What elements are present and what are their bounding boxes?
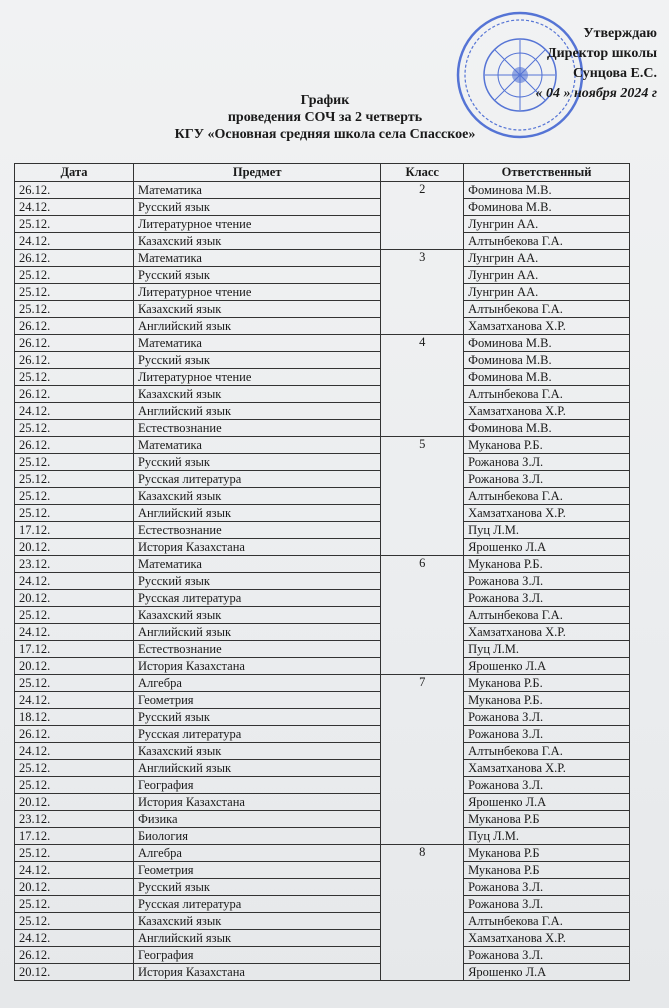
cell-responsible: Муканова Р.Б bbox=[464, 862, 630, 879]
table-row bbox=[15, 250, 630, 267]
cell-date: 24.12. bbox=[15, 930, 134, 947]
cell-date: 23.12. bbox=[15, 556, 134, 573]
cell-responsible: Ярошенко Л.А bbox=[464, 794, 630, 811]
cell-subject: Геометрия bbox=[133, 862, 380, 879]
cell-date: 24.12. bbox=[15, 862, 134, 879]
cell-date: 17.12. bbox=[15, 522, 134, 539]
cell-subject: Русская литература bbox=[133, 471, 380, 488]
approval-signatory: Сунцова Е.С. bbox=[572, 66, 657, 81]
cell-subject: Физика bbox=[133, 811, 380, 828]
table-row bbox=[15, 420, 630, 437]
cell-responsible: Муканова Р.Б. bbox=[464, 556, 630, 573]
cell-date: 20.12. bbox=[15, 964, 134, 981]
cell-responsible: Алтынбекова Г.А. bbox=[464, 386, 630, 403]
table-body bbox=[15, 182, 630, 981]
cell-class: 8 bbox=[381, 845, 464, 981]
cell-subject: Английский язык bbox=[133, 403, 380, 420]
table-row bbox=[15, 403, 630, 420]
cell-responsible: Пуц Л.М. bbox=[464, 828, 630, 845]
document-title bbox=[100, 92, 550, 143]
cell-subject: Русский язык bbox=[133, 573, 380, 590]
table-row bbox=[15, 777, 630, 794]
table-row bbox=[15, 386, 630, 403]
cell-responsible: Хамзатханова Х.Р. bbox=[464, 624, 630, 641]
table-row bbox=[15, 709, 630, 726]
cell-subject: Литературное чтение bbox=[133, 284, 380, 301]
cell-subject: Казахский язык bbox=[133, 233, 380, 250]
cell-subject: История Казахстана bbox=[133, 964, 380, 981]
table-row bbox=[15, 896, 630, 913]
cell-date: 26.12. bbox=[15, 250, 134, 267]
cell-subject: Русский язык bbox=[133, 267, 380, 284]
table-row bbox=[15, 590, 630, 607]
cell-subject: Математика bbox=[133, 182, 380, 199]
cell-subject: Математика bbox=[133, 556, 380, 573]
table-row bbox=[15, 947, 630, 964]
cell-subject: Русская литература bbox=[133, 590, 380, 607]
table-row bbox=[15, 233, 630, 250]
table-row bbox=[15, 369, 630, 386]
cell-responsible: Пуц Л.М. bbox=[464, 641, 630, 658]
cell-subject: История Казахстана bbox=[133, 539, 380, 556]
cell-date: 20.12. bbox=[15, 879, 134, 896]
table-row bbox=[15, 505, 630, 522]
cell-date: 20.12. bbox=[15, 794, 134, 811]
table-row bbox=[15, 199, 630, 216]
cell-responsible: Рожанова З.Л. bbox=[464, 709, 630, 726]
cell-date: 25.12. bbox=[15, 777, 134, 794]
cell-class: 2 bbox=[381, 182, 464, 250]
cell-responsible: Хамзатханова Х.Р. bbox=[464, 930, 630, 947]
cell-subject: Русский язык bbox=[133, 199, 380, 216]
cell-date: 20.12. bbox=[15, 658, 134, 675]
schedule-table bbox=[14, 163, 630, 981]
table-row bbox=[15, 845, 630, 862]
table-row bbox=[15, 692, 630, 709]
table-row bbox=[15, 437, 630, 454]
cell-subject: Английский язык bbox=[133, 318, 380, 335]
cell-date: 25.12. bbox=[15, 505, 134, 522]
table-row bbox=[15, 743, 630, 760]
cell-responsible: Ярошенко Л.А bbox=[464, 658, 630, 675]
cell-subject: Алгебра bbox=[133, 845, 380, 862]
table-row bbox=[15, 879, 630, 896]
cell-responsible: Лунгрин АА. bbox=[464, 267, 630, 284]
header-subject: Предмет bbox=[133, 164, 380, 182]
cell-subject: Русский язык bbox=[133, 879, 380, 896]
cell-responsible: Хамзатханова Х.Р. bbox=[464, 760, 630, 777]
cell-subject: Русская литература bbox=[133, 726, 380, 743]
cell-responsible: Рожанова З.Л. bbox=[464, 947, 630, 964]
cell-subject: Русская литература bbox=[133, 896, 380, 913]
cell-date: 26.12. bbox=[15, 437, 134, 454]
cell-responsible: Алтынбекова Г.А. bbox=[464, 301, 630, 318]
table-row bbox=[15, 284, 630, 301]
cell-subject: История Казахстана bbox=[133, 658, 380, 675]
table-row bbox=[15, 318, 630, 335]
table-row bbox=[15, 352, 630, 369]
cell-responsible: Рожанова З.Л. bbox=[464, 896, 630, 913]
table-row bbox=[15, 658, 630, 675]
cell-responsible: Муканова Р.Б. bbox=[464, 675, 630, 692]
header-responsible: Ответственный bbox=[464, 164, 630, 182]
cell-date: 24.12. bbox=[15, 199, 134, 216]
approval-block bbox=[536, 24, 657, 104]
table-row bbox=[15, 964, 630, 981]
cell-date: 25.12. bbox=[15, 845, 134, 862]
cell-class: 5 bbox=[381, 437, 464, 556]
table-row bbox=[15, 624, 630, 641]
cell-subject: Казахский язык bbox=[133, 488, 380, 505]
cell-date: 20.12. bbox=[15, 590, 134, 607]
table-row bbox=[15, 216, 630, 233]
table-row bbox=[15, 182, 630, 199]
cell-subject: Естествознание bbox=[133, 522, 380, 539]
cell-responsible: Алтынбекова Г.А. bbox=[464, 607, 630, 624]
cell-date: 25.12. bbox=[15, 488, 134, 505]
cell-responsible: Алтынбекова Г.А. bbox=[464, 913, 630, 930]
cell-responsible: Лунгрин АА. bbox=[464, 216, 630, 233]
cell-date: 23.12. bbox=[15, 811, 134, 828]
cell-responsible: Муканова Р.Б. bbox=[464, 692, 630, 709]
cell-subject: Английский язык bbox=[133, 930, 380, 947]
cell-date: 26.12. bbox=[15, 947, 134, 964]
cell-date: 26.12. bbox=[15, 182, 134, 199]
approval-position: Директор школы bbox=[546, 46, 657, 61]
cell-date: 26.12. bbox=[15, 318, 134, 335]
table-row bbox=[15, 811, 630, 828]
cell-subject: География bbox=[133, 947, 380, 964]
cell-subject: Геометрия bbox=[133, 692, 380, 709]
cell-subject: Естествознание bbox=[133, 420, 380, 437]
cell-subject: Литературное чтение bbox=[133, 216, 380, 233]
cell-responsible: Пуц Л.М. bbox=[464, 522, 630, 539]
cell-class: 6 bbox=[381, 556, 464, 675]
title-subtitle: проведения СОЧ за 2 четверть bbox=[227, 110, 423, 125]
cell-subject: Биология bbox=[133, 828, 380, 845]
cell-responsible: Рожанова З.Л. bbox=[464, 777, 630, 794]
cell-date: 25.12. bbox=[15, 284, 134, 301]
cell-responsible: Рожанова З.Л. bbox=[464, 573, 630, 590]
table-row bbox=[15, 556, 630, 573]
table-header-row bbox=[15, 164, 630, 182]
cell-date: 25.12. bbox=[15, 301, 134, 318]
cell-subject: Английский язык bbox=[133, 760, 380, 777]
cell-date: 25.12. bbox=[15, 216, 134, 233]
cell-date: 25.12. bbox=[15, 607, 134, 624]
cell-responsible: Алтынбекова Г.А. bbox=[464, 488, 630, 505]
cell-date: 24.12. bbox=[15, 624, 134, 641]
cell-responsible: Муканова Р.Б. bbox=[464, 437, 630, 454]
cell-responsible: Ярошенко Л.А bbox=[464, 539, 630, 556]
cell-subject: Казахский язык bbox=[133, 301, 380, 318]
cell-subject: Русский язык bbox=[133, 454, 380, 471]
cell-date: 26.12. bbox=[15, 352, 134, 369]
cell-subject: Русский язык bbox=[133, 352, 380, 369]
table-row bbox=[15, 522, 630, 539]
cell-responsible: Фоминова М.В. bbox=[464, 199, 630, 216]
cell-subject: Казахский язык bbox=[133, 743, 380, 760]
cell-responsible: Хамзатханова Х.Р. bbox=[464, 318, 630, 335]
cell-subject: Естествознание bbox=[133, 641, 380, 658]
table-row bbox=[15, 301, 630, 318]
cell-date: 25.12. bbox=[15, 267, 134, 284]
cell-date: 20.12. bbox=[15, 539, 134, 556]
cell-date: 25.12. bbox=[15, 471, 134, 488]
cell-responsible: Хамзатханова Х.Р. bbox=[464, 403, 630, 420]
cell-responsible: Алтынбекова Г.А. bbox=[464, 743, 630, 760]
cell-subject: Русский язык bbox=[133, 709, 380, 726]
cell-responsible: Фоминова М.В. bbox=[464, 369, 630, 386]
table-row bbox=[15, 675, 630, 692]
cell-subject: Казахский язык bbox=[133, 386, 380, 403]
table-row bbox=[15, 726, 630, 743]
cell-date: 24.12. bbox=[15, 403, 134, 420]
cell-subject: Казахский язык bbox=[133, 913, 380, 930]
cell-date: 24.12. bbox=[15, 692, 134, 709]
cell-date: 25.12. bbox=[15, 675, 134, 692]
cell-subject: Английский язык bbox=[133, 624, 380, 641]
cell-responsible: Рожанова З.Л. bbox=[464, 590, 630, 607]
cell-date: 26.12. bbox=[15, 335, 134, 352]
cell-date: 25.12. bbox=[15, 896, 134, 913]
cell-date: 24.12. bbox=[15, 573, 134, 590]
cell-date: 25.12. bbox=[15, 760, 134, 777]
cell-responsible: Муканова Р.Б bbox=[464, 811, 630, 828]
cell-subject: Английский язык bbox=[133, 505, 380, 522]
cell-responsible: Хамзатханова Х.Р. bbox=[464, 505, 630, 522]
cell-subject: Казахский язык bbox=[133, 607, 380, 624]
approval-line: Утверждаю bbox=[583, 26, 657, 41]
cell-class: 4 bbox=[381, 335, 464, 437]
table-row bbox=[15, 913, 630, 930]
table-row bbox=[15, 794, 630, 811]
cell-date: 18.12. bbox=[15, 709, 134, 726]
table-row bbox=[15, 930, 630, 947]
table-row bbox=[15, 760, 630, 777]
cell-responsible: Рожанова З.Л. bbox=[464, 471, 630, 488]
title-line: График bbox=[300, 93, 350, 108]
cell-responsible: Алтынбекова Г.А. bbox=[464, 233, 630, 250]
cell-subject: Математика bbox=[133, 250, 380, 267]
table-row bbox=[15, 641, 630, 658]
cell-responsible: Фоминова М.В. bbox=[464, 335, 630, 352]
cell-class: 3 bbox=[381, 250, 464, 335]
cell-responsible: Лунгрин АА. bbox=[464, 250, 630, 267]
cell-date: 17.12. bbox=[15, 828, 134, 845]
table-row bbox=[15, 454, 630, 471]
cell-responsible: Ярошенко Л.А bbox=[464, 964, 630, 981]
cell-date: 24.12. bbox=[15, 743, 134, 760]
cell-date: 26.12. bbox=[15, 726, 134, 743]
cell-subject: География bbox=[133, 777, 380, 794]
cell-date: 25.12. bbox=[15, 369, 134, 386]
header-class: Класс bbox=[381, 164, 464, 182]
title-school: КГУ «Основная средняя школа села Спасское» bbox=[174, 127, 476, 142]
cell-subject: Алгебра bbox=[133, 675, 380, 692]
cell-date: 24.12. bbox=[15, 233, 134, 250]
cell-responsible: Рожанова З.Л. bbox=[464, 726, 630, 743]
table-row bbox=[15, 607, 630, 624]
header-date: Дата bbox=[15, 164, 134, 182]
cell-responsible: Фоминова М.В. bbox=[464, 182, 630, 199]
cell-date: 26.12. bbox=[15, 386, 134, 403]
cell-subject: Математика bbox=[133, 437, 380, 454]
cell-responsible: Фоминова М.В. bbox=[464, 352, 630, 369]
table-row bbox=[15, 335, 630, 352]
table-row bbox=[15, 862, 630, 879]
table-row bbox=[15, 471, 630, 488]
cell-subject: Математика bbox=[133, 335, 380, 352]
cell-responsible: Муканова Р.Б bbox=[464, 845, 630, 862]
table-row bbox=[15, 488, 630, 505]
table-row bbox=[15, 573, 630, 590]
cell-responsible: Рожанова З.Л. bbox=[464, 454, 630, 471]
cell-responsible: Фоминова М.В. bbox=[464, 420, 630, 437]
cell-date: 25.12. bbox=[15, 420, 134, 437]
table-row bbox=[15, 267, 630, 284]
cell-subject: История Казахстана bbox=[133, 794, 380, 811]
table-row bbox=[15, 828, 630, 845]
cell-responsible: Лунгрин АА. bbox=[464, 284, 630, 301]
table-row bbox=[15, 539, 630, 556]
cell-class: 7 bbox=[381, 675, 464, 845]
cell-date: 17.12. bbox=[15, 641, 134, 658]
cell-subject: Литературное чтение bbox=[133, 369, 380, 386]
cell-responsible: Рожанова З.Л. bbox=[464, 879, 630, 896]
cell-date: 25.12. bbox=[15, 913, 134, 930]
approval-date: « 04 » ноября 2024 г bbox=[535, 86, 657, 101]
cell-date: 25.12. bbox=[15, 454, 134, 471]
